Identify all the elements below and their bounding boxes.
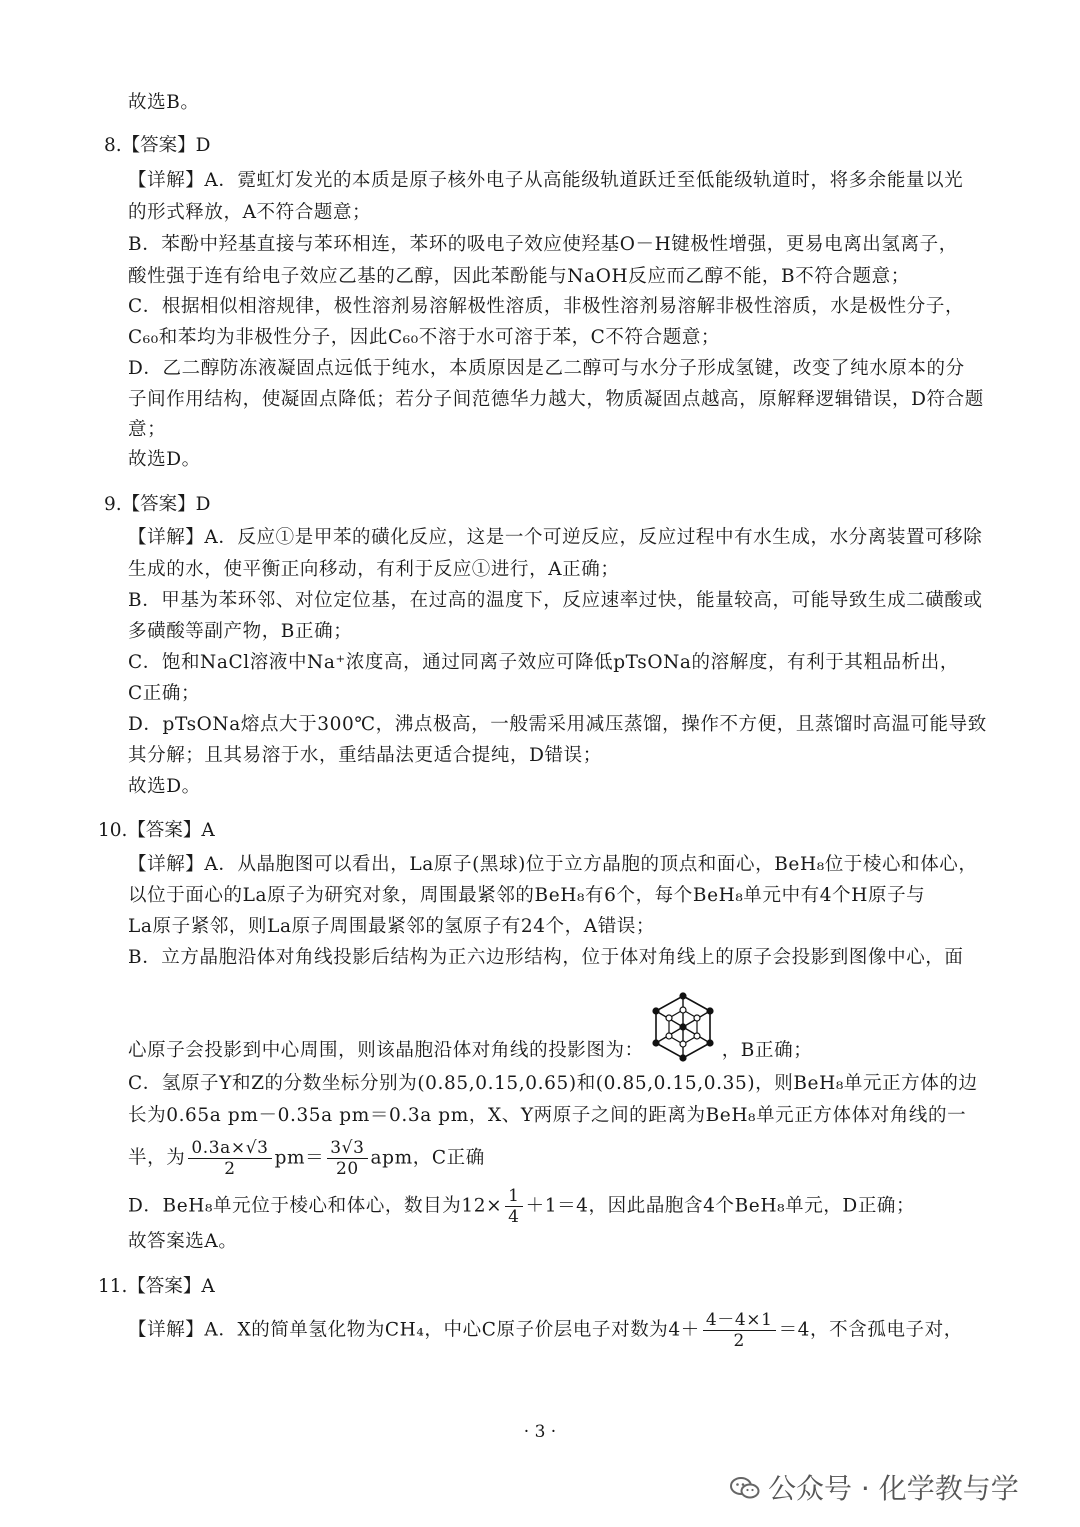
watermark — [730, 1467, 1019, 1507]
text-segment: ，B正确； — [721, 1040, 813, 1061]
hexagonal-projection-figure — [648, 992, 718, 1062]
text-segment: apm，C正确 — [370, 1147, 485, 1169]
page-number: · 3 · — [523, 1422, 557, 1442]
fraction-denominator: 2 — [224, 1159, 236, 1179]
text-segment: ＝4，不含孤电子对， — [778, 1319, 963, 1341]
text-segment: ＋1＝4，因此晶胞含4个BeH₈单元，D正确； — [525, 1195, 916, 1217]
text-line: B．立方晶胞沿体对角线投影后结构为正六边形结构，位于体对角线上的原子会投影到图像中心，面 — [128, 947, 964, 968]
text-line: 酸性强于连有给电子效应乙基的乙醇，因此苯酚能与NaOH反应而乙醇不能，B不符合题意； — [128, 266, 910, 287]
answer-heading-q8: 8.【答案】D — [104, 135, 211, 156]
text-line: D．乙二醇防冻液凝固点远低于纯水，本质原因是乙二醇可与水分子形成氢键，改变了纯水原本的分 — [128, 358, 965, 379]
answer-heading-q9: 9.【答案】D — [104, 494, 211, 515]
text-line: C．饱和NaCl溶液中Na⁺浓度高，通过同离子效应可降低pTsONa的溶解度，有利于其粗品析出， — [128, 652, 959, 673]
fraction-denominator: 20 — [335, 1159, 359, 1179]
text-line: 意； — [128, 419, 167, 440]
text-line: 以位于面心的La原子为研究对象，周围最紧邻的BeH₈有6个，每个BeH₈单元中有4个H原子与 — [128, 885, 926, 906]
text-line: 多磺酸等副产物，B正确； — [128, 621, 353, 642]
text-line: 长为0.65a pm－0.35a pm＝0.3a pm，X、Y两原子之间的距离为BeH₈单元正方体体对角线的一 — [128, 1105, 967, 1126]
watermark-text: 公众号 · 化学教与学 — [768, 1472, 1019, 1505]
answer-heading-q10: 10.【答案】A — [98, 820, 215, 841]
fraction-numerator: 1 — [505, 1186, 522, 1207]
text-line: 故选D。 — [128, 776, 201, 797]
text-segment: 【详解】A．X的简单氢化物为CH₄，中心C原子价层电子对数为4＋ — [128, 1319, 700, 1341]
fraction-numerator: 4－4×1 — [703, 1310, 776, 1331]
wechat-icon — [730, 1476, 760, 1500]
text-line: C．根据相似相溶规律，极性溶剂易溶解极性溶质，非极性溶剂易溶解非极性溶质，水是极性分子， — [128, 296, 965, 317]
text-line-with-fraction — [128, 1310, 963, 1351]
text-line: C正确； — [128, 683, 201, 704]
text-line: C₆₀和苯均为非极性分子，因此C₆₀不溶于水可溶于苯，C不符合题意； — [128, 327, 721, 348]
fraction — [505, 1186, 522, 1227]
text-line: B．苯酚中羟基直接与苯环相连，苯环的吸电子效应使羟基O－H键极性增强，更易电离出氢离子， — [128, 234, 958, 255]
text-line: 子间作用结构，使凝固点降低；若分子间范德华力越大，物质凝固点越高，原解释逻辑错误，D符合题 — [128, 389, 984, 410]
fraction-numerator: 0.3a×√3 — [188, 1138, 271, 1159]
fraction — [188, 1138, 271, 1179]
fraction — [703, 1310, 776, 1351]
text-line-with-figure — [128, 1036, 812, 1066]
text-segment: 半，为 — [128, 1147, 186, 1169]
text-line-with-fraction — [128, 1186, 915, 1227]
text-line: B．甲基为苯环邻、对位定位基，在过高的温度下，反应速率过快，能量较高，可能导致生成二磺酸或 — [128, 590, 983, 611]
fraction-denominator: 4 — [508, 1207, 520, 1227]
text-line: 故答案选A。 — [128, 1231, 238, 1252]
text-line: 【详解】A．霓虹灯发光的本质是原子核外电子从高能级轨道跃迁至低能级轨道时，将多余能量以光 — [128, 170, 964, 191]
fraction — [327, 1138, 367, 1179]
text-segment: pm＝ — [274, 1147, 325, 1169]
answer-heading-q11: 11.【答案】A — [98, 1276, 215, 1297]
text-line: 【详解】A．反应①是甲苯的磺化反应，这是一个可逆反应，反应过程中有水生成，水分离装置可移除 — [128, 527, 983, 548]
text-line: C．氢原子Y和Z的分数坐标分别为(0.85,0.15,0.65)和(0.85,0.15,0.35)，则BeH₈单元正方体的边 — [128, 1073, 978, 1094]
text-line: 故选D。 — [128, 449, 201, 470]
fraction-numerator: 3√3 — [327, 1138, 367, 1159]
text-line: 生成的水，使平衡正向移动，有利于反应①进行，A正确； — [128, 559, 620, 580]
text-line: 其分解；且其易溶于水，重结晶法更适合提纯，D错误； — [128, 745, 602, 766]
text-line: La原子紧邻，则La原子周围最紧邻的氢原子有24个，A错误； — [128, 916, 656, 937]
text-line: 故选B。 — [128, 92, 200, 113]
fraction-denominator: 2 — [733, 1331, 745, 1351]
text-segment: D．BeH₈单元位于棱心和体心，数目为12× — [128, 1195, 503, 1217]
text-segment: 心原子会投影到中心周围，则该晶胞沿体对角线的投影图为： — [128, 1040, 644, 1061]
text-line: D．pTsONa熔点大于300℃，沸点极高，一般需采用减压蒸馏，操作不方便，且蒸馏时高温可能导致 — [128, 714, 987, 735]
text-line-with-fractions — [128, 1138, 485, 1179]
text-line: 的形式释放，A不符合题意； — [128, 202, 372, 223]
text-line: 【详解】A．从晶胞图可以看出，La原子(黑球)位于立方晶胞的顶点和面心，BeH₈位于棱心和体心， — [128, 854, 978, 875]
